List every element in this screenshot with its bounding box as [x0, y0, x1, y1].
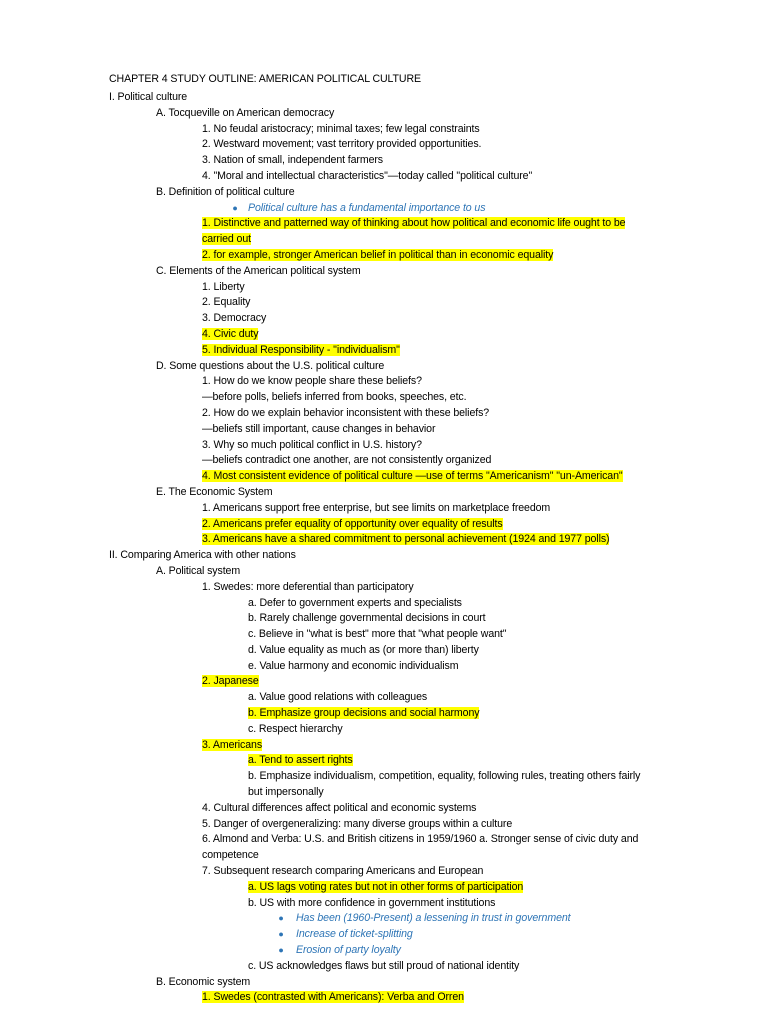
- outline-line: [0, 232, 768, 248]
- outline-text: 4. "Moral and intellectual characteristics"—today called "political culture": [202, 169, 533, 182]
- outline-text: 3. Democracy: [202, 312, 267, 325]
- outline-line: [0, 517, 768, 533]
- outline-text: I. Political culture: [109, 91, 188, 103]
- outline-text: a. Defer to government experts and specialists: [248, 596, 462, 609]
- outline-line: [0, 627, 768, 643]
- outline-text: B. Definition of political culture: [156, 185, 295, 198]
- bullet-icon: ●: [278, 913, 284, 924]
- outline-text: b. Rarely challenge governmental decisions in court: [248, 612, 486, 625]
- outline-line: [0, 975, 768, 991]
- bullet-icon: ●: [278, 929, 284, 940]
- outline-text: 2. Japanese: [202, 675, 259, 688]
- outline-line: [0, 390, 768, 406]
- outline-text: competence: [202, 849, 259, 862]
- outline-text: Erosion of party loyalty: [296, 944, 401, 957]
- outline-line: [0, 785, 768, 801]
- outline-text: A. Tocqueville on American democracy: [156, 106, 335, 119]
- outline-line: [0, 674, 768, 690]
- bullet-item: [0, 201, 768, 217]
- outline-line: [0, 722, 768, 738]
- outline-line: [0, 706, 768, 722]
- outline-line: [0, 548, 768, 564]
- outline-line: [0, 327, 768, 343]
- outline-text: a. Tend to assert rights: [248, 754, 353, 767]
- outline-line: [0, 817, 768, 833]
- outline-text: C. Elements of the American political system: [156, 264, 361, 277]
- outline-line: [0, 90, 768, 106]
- outline-text: 7. Subsequent research comparing Americans and European: [202, 865, 484, 878]
- outline-text: Political culture has a fundamental importance to us: [248, 201, 486, 214]
- outline-text: 1. How do we know people share these beliefs?: [202, 375, 422, 388]
- outline-line: [0, 343, 768, 359]
- outline-line: [0, 280, 768, 296]
- outline-line: [0, 532, 768, 548]
- outline-line: [0, 359, 768, 375]
- outline-text: II. Comparing America with other nations: [109, 549, 296, 562]
- outline-line: [0, 596, 768, 612]
- outline-line: [0, 690, 768, 706]
- outline-text: b. Emphasize group decisions and social harmony: [248, 707, 480, 720]
- outline-line: [0, 564, 768, 580]
- outline-text: 2. Equality: [202, 296, 251, 309]
- outline-text: A. Political system: [156, 564, 241, 577]
- outline-line: [0, 485, 768, 501]
- bullet-item: [0, 943, 768, 959]
- outline-line: [0, 106, 768, 122]
- outline-text: 3. Americans: [202, 738, 263, 751]
- outline-text: d. Value equality as much as (or more than) liberty: [248, 643, 479, 656]
- outline-line: [0, 990, 768, 1006]
- outline-line: [0, 848, 768, 864]
- outline-line: [0, 153, 768, 169]
- bullet-icon: ●: [232, 202, 238, 213]
- outline-line: [0, 406, 768, 422]
- outline-line: [0, 580, 768, 596]
- outline-text: 1. Liberty: [202, 280, 245, 293]
- outline-text: 5. Danger of overgeneralizing: many diverse groups within a culture: [202, 817, 513, 830]
- outline-text: —beliefs contradict one another, are not consistently organized: [202, 454, 492, 467]
- outline-text: 1. Swedes (contrasted with Americans): Verba and Orren: [202, 991, 464, 1004]
- outline-text: 2. Americans prefer equality of opportunity over equality of results: [202, 517, 503, 530]
- outline-text: 4. Civic duty: [202, 327, 259, 340]
- outline-text: but impersonally: [248, 786, 324, 799]
- outline-text: B. Economic system: [156, 975, 251, 988]
- outline-line: [0, 169, 768, 185]
- outline-text: 1. Swedes: more deferential than participatory: [202, 580, 414, 593]
- outline-line: [0, 769, 768, 785]
- outline-text: 2. for example, stronger American belief in political than in economic equality: [202, 248, 554, 261]
- outline-line: [0, 374, 768, 390]
- outline-text: Has been (1960-Present) a lessening in trust in government: [296, 912, 571, 925]
- outline-text: a. US lags voting rates but not in other forms of participation: [248, 880, 524, 893]
- outline-text: 6. Almond and Verba: U.S. and British citizens in 1959/1960 a. Stronger sense of civic duty and: [202, 833, 639, 846]
- outline-line: [0, 738, 768, 754]
- outline-text: E. The Economic System: [156, 485, 273, 498]
- outline-list: [0, 90, 768, 1006]
- outline-text: Increase of ticket-splitting: [296, 928, 413, 941]
- outline-text: 1. No feudal aristocracy; minimal taxes; few legal constraints: [202, 122, 480, 135]
- outline-line: [0, 801, 768, 817]
- outline-text: —beliefs still important, cause changes in behavior: [202, 422, 436, 435]
- outline-line: [0, 753, 768, 769]
- bullet-icon: ●: [278, 945, 284, 956]
- outline-line: [0, 611, 768, 627]
- outline-line: [0, 264, 768, 280]
- outline-text: e. Value harmony and economic individualism: [248, 659, 459, 672]
- outline-text: 1. Distinctive and patterned way of thinking about how political and economic life ought to be: [202, 217, 626, 230]
- outline-line: [0, 643, 768, 659]
- bullet-item: [0, 927, 768, 943]
- bullet-item: [0, 911, 768, 927]
- outline-text: 5. Individual Responsibility - "individualism": [202, 343, 400, 356]
- page-title: CHAPTER 4 STUDY OUTLINE: AMERICAN POLITICAL CULTURE: [109, 73, 421, 85]
- outline-line: [0, 185, 768, 201]
- outline-text: b. Emphasize individualism, competition, equality, following rules, treating others fairly: [248, 770, 641, 783]
- outline-text: 3. Nation of small, independent farmers: [202, 154, 383, 167]
- outline-line: [0, 122, 768, 138]
- outline-line: [0, 216, 768, 232]
- outline-text: 1. Americans support free enterprise, but see limits on marketplace freedom: [202, 501, 551, 514]
- outline-text: 4. Cultural differences affect political and economic systems: [202, 801, 477, 814]
- outline-text: 4. Most consistent evidence of political culture —use of terms "Americanism" "un-American": [202, 470, 623, 483]
- outline-text: c. Believe in "what is best" more that "what people want": [248, 628, 507, 641]
- outline-line: [0, 896, 768, 912]
- outline-text: 3. Americans have a shared commitment to personal achievement (1924 and 1977 polls): [202, 533, 610, 546]
- outline-line: [0, 864, 768, 880]
- outline-text: b. US with more confidence in government institutions: [248, 896, 496, 909]
- outline-line: [0, 438, 768, 454]
- outline-line: [0, 501, 768, 517]
- outline-text: a. Value good relations with colleagues: [248, 691, 428, 704]
- outline-line: [0, 137, 768, 153]
- outline-text: 2. Westward movement; vast territory provided opportunities.: [202, 138, 482, 151]
- outline-text: carried out: [202, 233, 251, 246]
- outline-text: —before polls, beliefs inferred from books, speeches, etc.: [202, 391, 467, 404]
- outline-line: [0, 295, 768, 311]
- outline-line: [0, 469, 768, 485]
- outline-text: c. Respect hierarchy: [248, 722, 343, 735]
- outline-line: [0, 248, 768, 264]
- outline-line: [0, 832, 768, 848]
- outline-text: c. US acknowledges flaws but still proud of national identity: [248, 959, 520, 972]
- outline-line: [0, 311, 768, 327]
- outline-line: [0, 659, 768, 675]
- outline-line: [0, 422, 768, 438]
- outline-text: D. Some questions about the U.S. political culture: [156, 359, 385, 372]
- outline-line: [0, 880, 768, 896]
- outline-text: 2. How do we explain behavior inconsistent with these beliefs?: [202, 406, 490, 419]
- outline-line: [0, 959, 768, 975]
- outline-line: [0, 453, 768, 469]
- outline-text: 3. Why so much political conflict in U.S. history?: [202, 438, 422, 451]
